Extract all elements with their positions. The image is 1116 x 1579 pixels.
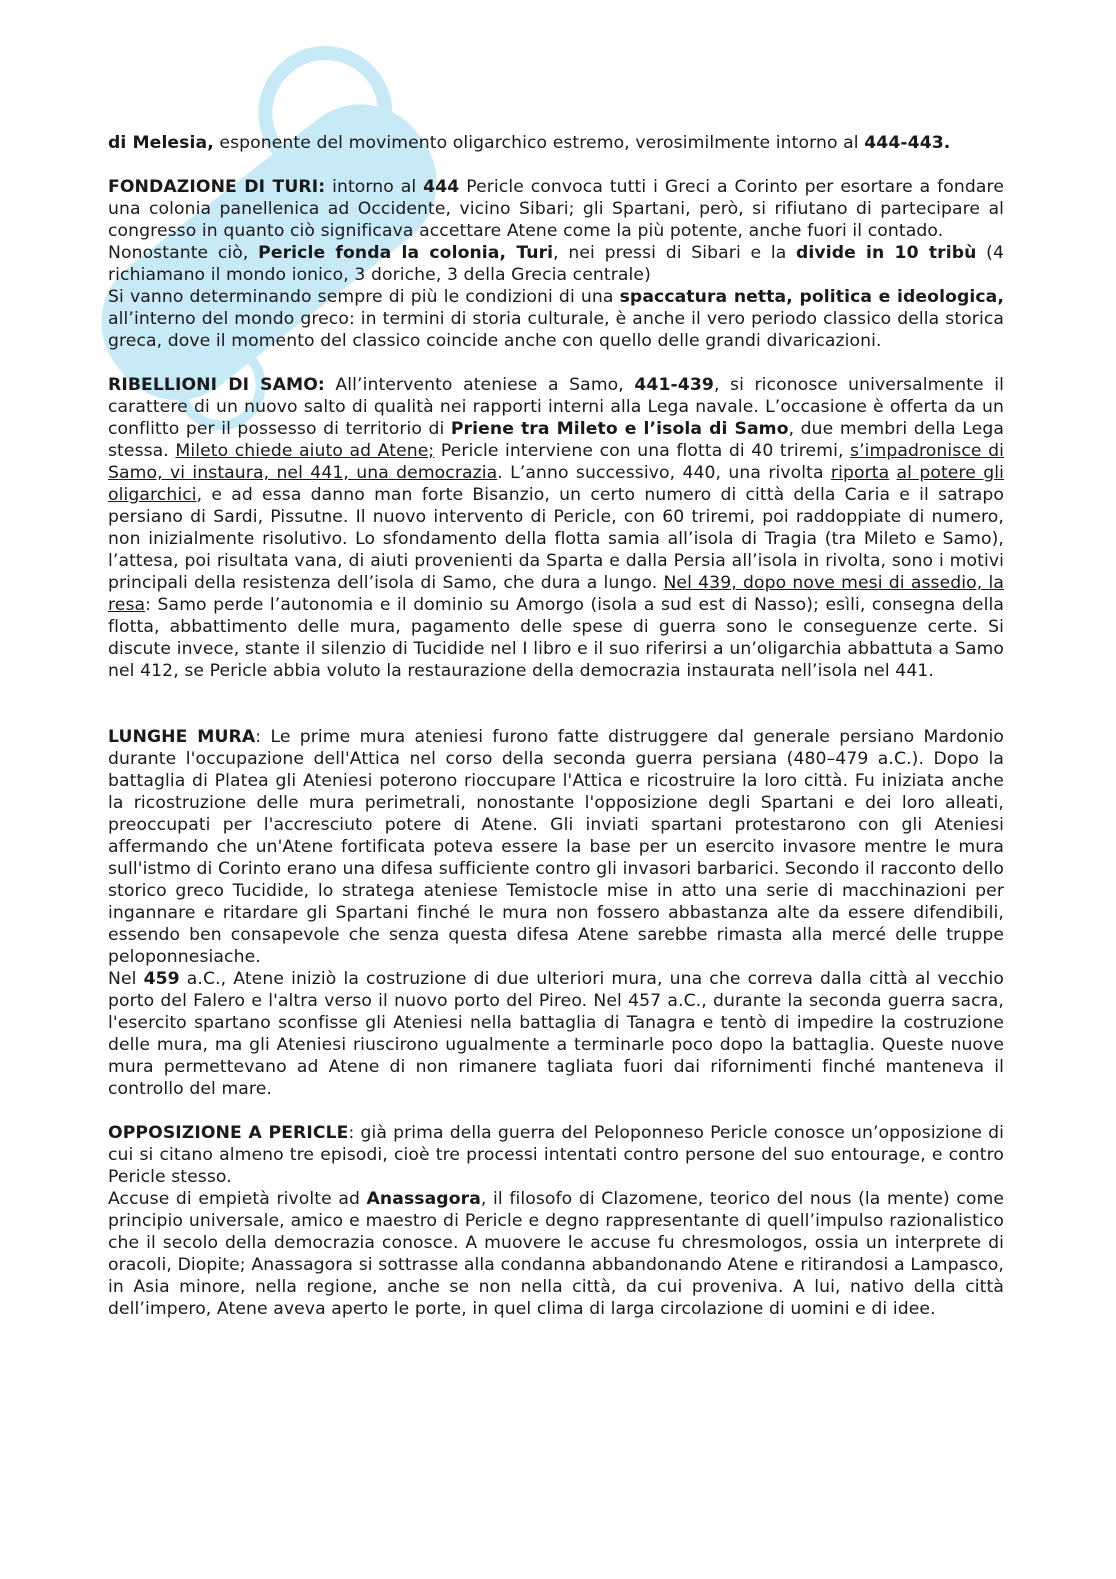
paragraph-melesia: di Melesia, esponente del movimento oligarchico estremo, verosimilmente intorno al 444-443.	[108, 133, 951, 153]
paragraph-mura-2: Nel 459 a.C., Atene iniziò la costruzione di due ulteriori mura, una che correva dalla città al vecchio porto del Falero e l'altra verso il nuovo porto del Pireo. Nel 457 a.C., durante la seconda guerra sacra, l'esercito spartano sconfisse gli Ateniesi nella battaglia di Tanagra e tentò di impedire la costruzione delle mura, ma gli Ateniesi riuscirono ugualmente a terminarle poco dopo la battaglia. Queste nuove mura permettevano ad Atene di non rimanere tagliata fuori dai rifornimenti finché manteneva il controllo del mare.	[108, 969, 1004, 1099]
heading-samo: RIBELLIONI DI SAMO:	[108, 375, 325, 395]
heading-turi: FONDAZIONE DI TURI:	[108, 177, 326, 197]
paragraph-opposizione: OPPOSIZIONE A PERICLE: già prima della guerra del Peloponneso Pericle conosce un’opposizione di cui si citano almeno tre episodi, cioè tre processi intentati contro persone del suo entourage, e contro Pericle stesso.	[108, 1123, 1004, 1187]
heading-opposizione: OPPOSIZIONE A PERICLE	[108, 1123, 349, 1143]
paragraph-turi-3: Si vanno determinando sempre di più le condizioni di una spaccatura netta, politica e ideologica, all’interno del mondo greco: in termini di storia culturale, è anche il vero periodo classico della storica greca, dove il momento del classico coincide anche con quello delle grandi divaricazioni.	[108, 287, 1004, 351]
paragraph-turi-2: Nonostante ciò, Pericle fonda la colonia, Turi, nei pressi di Sibari e la divide in 10 tribù (4 richiamano il mondo ionico, 3 doriche, 3 della Grecia centrale)	[108, 243, 1005, 285]
paragraph-samo: RIBELLIONI DI SAMO: All’intervento ateniese a Samo, 441-439, si riconosce universalmente il carattere di un nuovo salto di qualità nei rapporti interni alla Lega navale. L’occasione è offerta da un conflitto per il possesso di territorio di Priene tra Mileto e l’isola di Samo, due membri della Lega stessa. Mileto chiede aiuto ad Atene; Pericle interviene con una flotta di 40 triremi, s’impadronisce di Samo, vi instaura, nel 441, una democrazia. L’anno successivo, 440, una rivolta riporta al potere gli oligarchici, e ad essa danno man forte Bisanzio, un certo numero di città della Caria e il satrapo persiano di Sardi, Pissutne. Il nuovo intervento di Pericle, con 60 triremi, poi raddoppiate di numero, non inizialmente risolutivo. Lo sfondamento della flotta samia all’isola di Tragia (tra Mileto e Samo), l’attesa, poi risultata vana, di aiuti provenienti da Sparta e dalla Persia all’isola in rivolta, sono i motivi principali della resistenza dell’isola di Samo, che dura a lungo. Nel 439, dopo nove mesi di assedio, la resa: Samo perde l’autonomia e il dominio su Amorgo (isola a sud est di Nasso); esìli, consegna della flotta, abbattimento delle mura, pagamento delle spese di guerra sono le conseguenze certe. Si discute invece, stante il silenzio di Tucidide nel I libro e il suo riferirsi a un’oligarchia abbattuta a Samo nel 412, se Pericle abbia voluto la restaurazione della democrazia instaurata nell’isola nel 441.	[108, 375, 1004, 681]
document-page	[108, 132, 1004, 1320]
heading-mura: LUNGHE MURA	[108, 727, 256, 747]
paragraph-turi: FONDAZIONE DI TURI: intorno al 444 Pericle convoca tutti i Greci a Corinto per esortare a fondare una colonia panellenica ad Occidente, vicino Sibari; gli Spartani, però, si rifiutano di partecipare al congresso in quanto ciò significava accettare Atene come la più potente, anche fuori il contado.	[108, 177, 1004, 241]
paragraph-anassagora: Accuse di empietà rivolte ad Anassagora, il filosofo di Clazomene, teorico del nous (la mente) come principio universale, amico e maestro di Pericle e degno rappresentante di quell’impulso razionalistico che il secolo della democrazia conosce. A muovere le accuse fu chresmologos, ossia un interprete di oracoli, Diopite; Anassagora si sottrasse alla condanna abbandonando Atene e ritirandosi a Lampasco, in Asia minore, nella regione, anche se non nella città, da cui proveniva. A lui, nativo della città dell’impero, Atene aveva aperto le porte, in quel clima di larga circolazione di uomini e di idee.	[108, 1189, 1004, 1319]
paragraph-mura: LUNGHE MURA: Le prime mura ateniesi furono fatte distruggere dal generale persiano Mardonio durante l'occupazione dell'Attica nel corso della seconda guerra persiana (480–479 a.C.). Dopo la battaglia di Platea gli Ateniesi poterono rioccupare l'Attica e ricostruire la loro città. Fu iniziata anche la ricostruzione delle mura perimetrali, nonostante l'opposizione degli Spartani e dei loro alleati, preoccupati per l'accresciuto potere di Atene. Gli inviati spartani protestarono con gli Ateniesi affermando che un'Atene fortificata poteva essere la base per un esercito invasore mentre le mura sull'istmo di Corinto erano una difesa sufficiente contro gli invasori barbarici. Secondo il racconto dello storico greco Tucidide, lo stratega ateniese Temistocle mise in atto una serie di macchinazioni per ingannare e ritardare gli Spartani finché le mura non fossero abbastanza alte da essere difendibili, essendo ben consapevole che senza questa difesa Atene sarebbe rimasta alla mercé delle truppe peloponnesiache.	[108, 727, 1005, 967]
